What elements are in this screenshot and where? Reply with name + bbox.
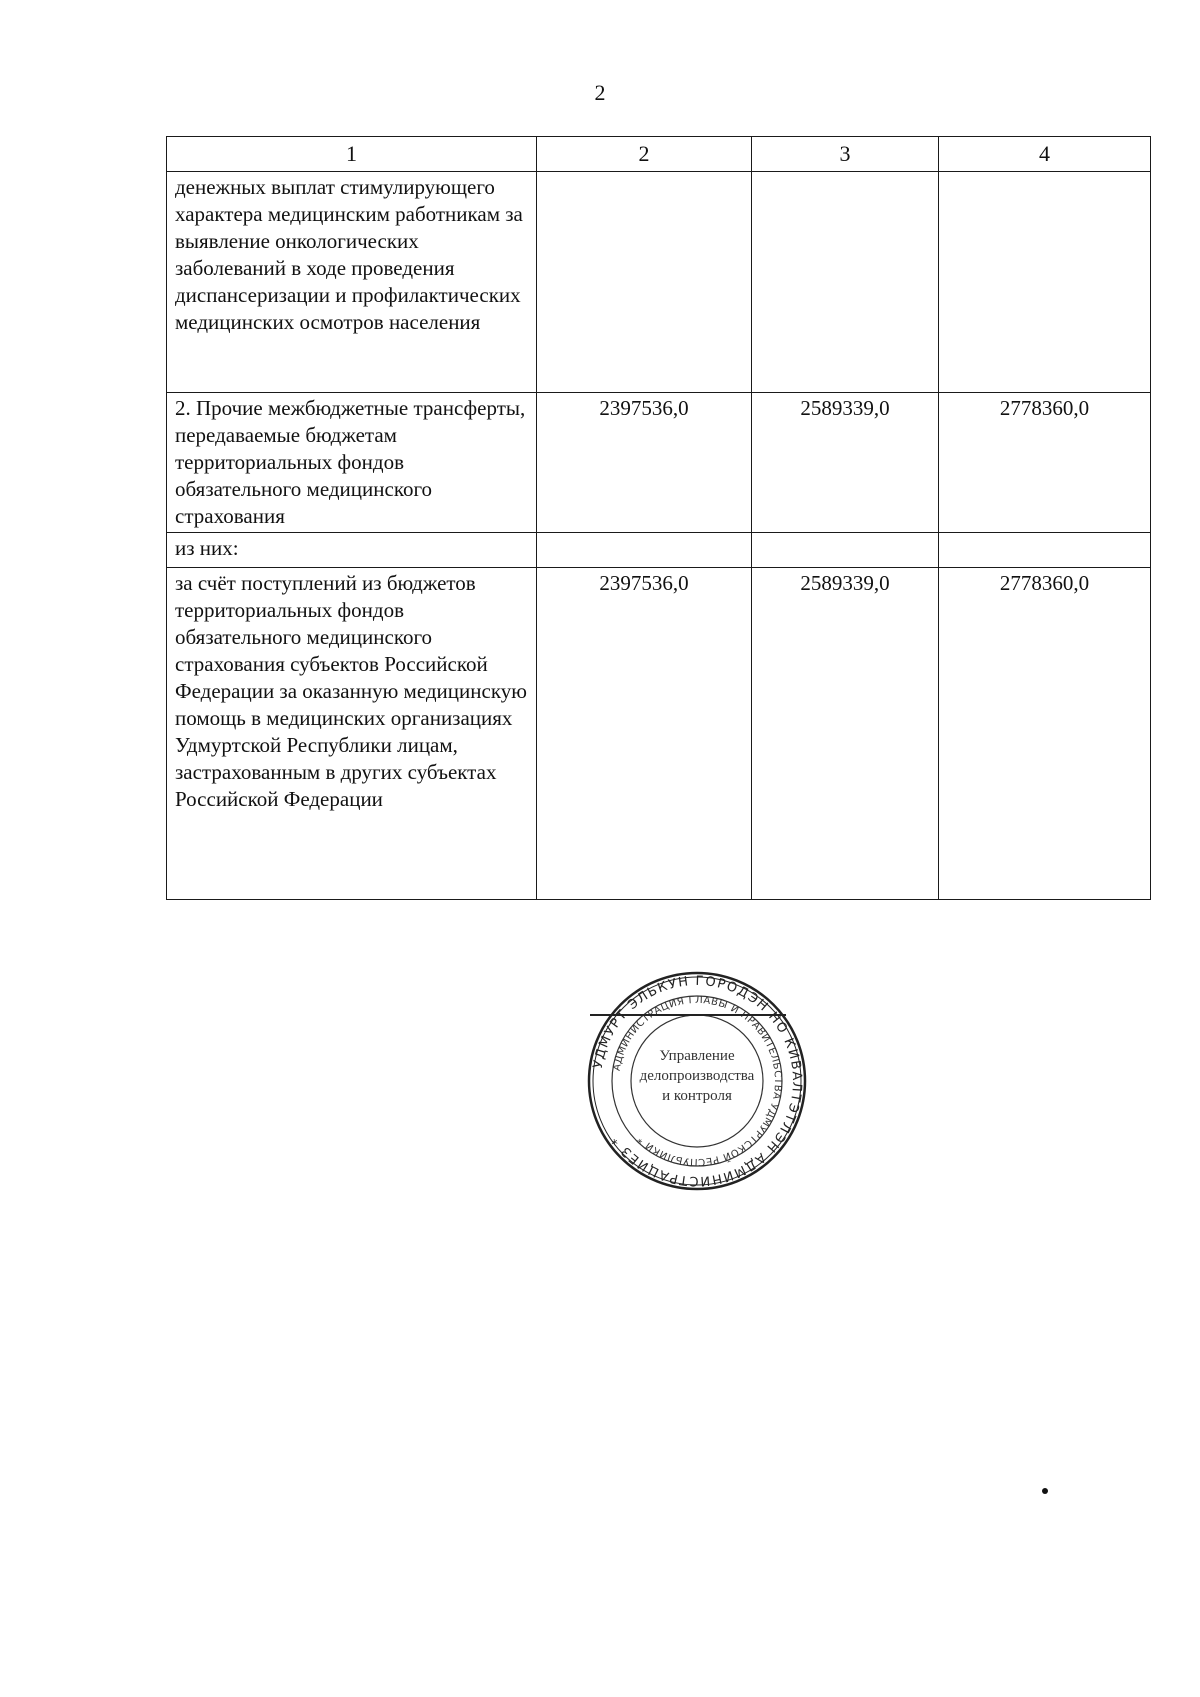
row-value-col-2 xyxy=(537,533,752,568)
ink-dot xyxy=(1042,1488,1048,1494)
header-col-4: 4 xyxy=(939,137,1151,172)
row-value-col-4 xyxy=(939,172,1151,393)
row-value-col-3 xyxy=(752,172,939,393)
row-value-col-2: 2397536,0 xyxy=(537,568,752,900)
header-col-3: 3 xyxy=(752,137,939,172)
signature-stroke xyxy=(590,1014,786,1016)
row-value-col-2: 2397536,0 xyxy=(537,393,752,533)
seal-center-line-2: делопроизводства xyxy=(639,1068,755,1084)
row-value-col-2 xyxy=(537,172,752,393)
row-value-col-3: 2589339,0 xyxy=(752,568,939,900)
row-label: 2. Прочие межбюджетные трансферты, передаваемые бюджетам территориальных фондов обязательного медицинского страхования xyxy=(167,393,537,533)
seal-outer-text: УДМУРТ ЭЛЬКУН ГОРОДЭН НО КИВАЛТЭТЛЭН АДМИНИСТРАЦИЕЗ * xyxy=(590,973,805,1189)
row-value-col-3: 2589339,0 xyxy=(752,393,939,533)
seal-center-line-3: и контроля xyxy=(662,1088,732,1104)
row-value-col-3 xyxy=(752,533,939,568)
row-value-col-4 xyxy=(939,533,1151,568)
table-row xyxy=(167,568,1151,900)
seal-center-text xyxy=(586,1046,808,1106)
table-row xyxy=(167,393,1151,533)
table-row xyxy=(167,533,1151,568)
table-header-row xyxy=(167,137,1151,172)
page-number: 2 xyxy=(594,80,606,105)
row-label: денежных выплат стимулирующего характера медицинским работникам за выявление онкологических заболеваний в ходе проведения диспансеризации и профилактических медицинских осмотров населения xyxy=(167,172,537,393)
row-label: из них: xyxy=(167,533,537,568)
header-col-1: 1 xyxy=(167,137,537,172)
row-label: за счёт поступлений из бюджетов территориальных фондов обязательного медицинского страхования субъектов Российской Федерации за оказанную медицинскую помощь в медицинских организациях Удмуртской Республики лицам, застрахованным в других субъектах Российской Федерации xyxy=(167,568,537,900)
row-value-col-4: 2778360,0 xyxy=(939,393,1151,533)
header-col-2: 2 xyxy=(537,137,752,172)
seal-center-line-1: Управление xyxy=(659,1048,735,1064)
seal-inner-text: АДМИНИСТРАЦИЯ ГЛАВЫ И ПРАВИТЕЛЬСТВА УДМУРТСКОЙ РЕСПУБЛИКИ * xyxy=(611,994,784,1168)
row-value-col-4: 2778360,0 xyxy=(939,568,1151,900)
budget-table xyxy=(166,136,1151,900)
table-row xyxy=(167,172,1151,393)
